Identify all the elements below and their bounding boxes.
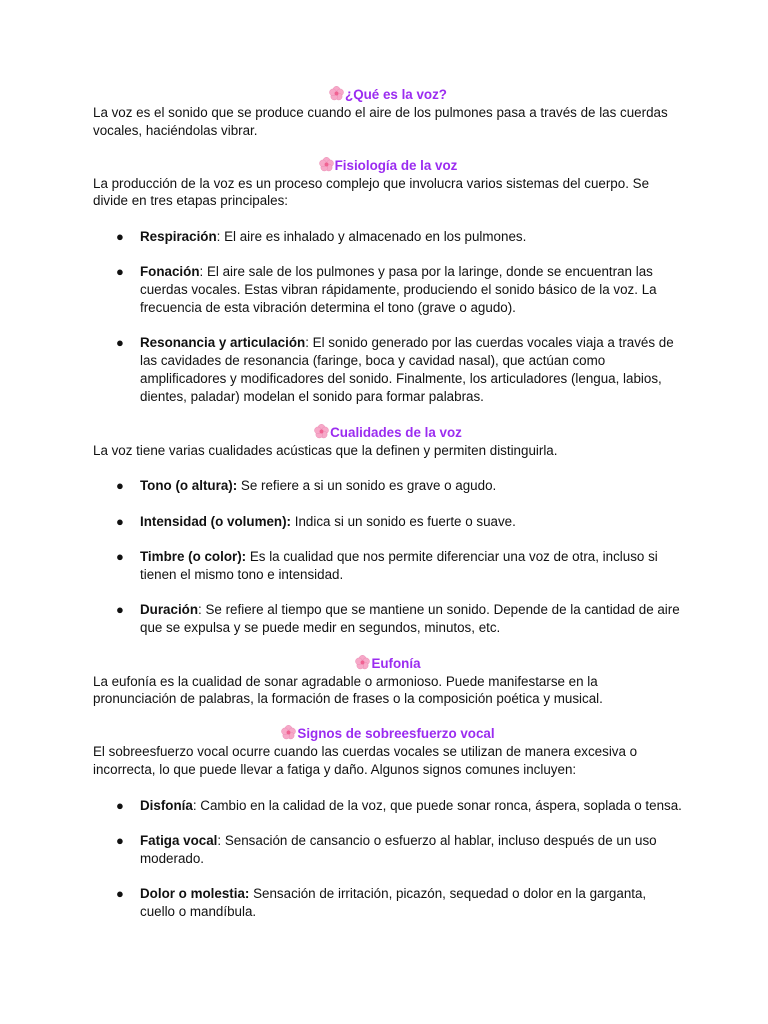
list-item-text: Se refiere a si un sonido es grave o agudo. <box>237 478 497 494</box>
list-item-text: Indica si un sonido es fuerte o suave. <box>291 513 516 529</box>
bullet-icon: ● <box>116 264 124 280</box>
section-heading <box>93 655 683 673</box>
list-item-term: Resonancia y articulación <box>140 335 306 351</box>
section-heading <box>93 86 683 104</box>
bullet-icon: ● <box>116 797 124 813</box>
list-item <box>93 601 683 637</box>
list-item-term: Respiración <box>140 229 217 245</box>
bullet-icon: ● <box>116 513 124 529</box>
section-heading-text: ¿Qué es la voz? <box>345 87 447 102</box>
section-intro: La producción de la voz es un proceso complejo que involucra varios sistemas del cuerpo. Se divide en tres etapas principales: <box>93 175 650 209</box>
section-heading-text: Cualidades de la voz <box>330 424 462 440</box>
section-intro: La eufonía es la cualidad de sonar agradable o armonioso. Puede manifestarse en la pronunciación de palabras, la formación de frases o la composición poética y musical. <box>93 673 603 707</box>
section-heading-text: Eufonía <box>371 655 421 671</box>
section-heading <box>93 725 683 743</box>
list-item-text: Sensación de irritación, picazón, sequedad o dolor en la garganta, cuello o mandíbula. <box>140 886 647 920</box>
cherry-blossom-icon <box>355 655 370 670</box>
list-item <box>93 477 683 495</box>
cherry-blossom-icon <box>314 424 329 439</box>
bullet-icon: ● <box>116 886 124 902</box>
bullet-icon: ● <box>116 335 124 351</box>
list-item <box>93 334 683 405</box>
list-item-text: : Cambio en la calidad de la voz, que puede sonar ronca, áspera, soplada o tensa. <box>192 797 682 813</box>
list-item <box>93 832 683 868</box>
section-heading-text: Signos de sobreesfuerzo vocal <box>297 726 495 742</box>
bullet-list <box>93 477 683 636</box>
list-item <box>93 548 683 584</box>
bullet-list <box>93 228 683 405</box>
section-intro: El sobreesfuerzo vocal ocurre cuando las cuerdas vocales se utilizan de manera excesiva o incorrecta, lo que puede llevar a fatiga y daño. Algunos signos comunes incluyen: <box>93 744 638 778</box>
list-item <box>93 228 683 246</box>
list-item-term: Intensidad (o volumen): <box>140 513 292 529</box>
list-item-text: : El sonido generado por las cuerdas vocales viaja a través de las cavidades de resonancia (faringe, boca y cavidad nasal), que actúan como amplificadores y modificadores del sonido. Finalmente, los articuladores (lengua, labios, dientes, paladar) modelan el sonido para formar palabras. <box>140 335 674 404</box>
bullet-icon: ● <box>116 478 124 494</box>
section-heading-text: Fisiología de la voz <box>334 157 458 173</box>
bullet-icon: ● <box>116 548 124 564</box>
cherry-blossom-icon <box>329 86 344 101</box>
bullet-list <box>93 797 683 921</box>
bullet-icon: ● <box>116 229 124 245</box>
section-intro: La voz es el sonido que se produce cuando el aire de los pulmones pasa a través de las cuerdas vocales, haciéndolas vibrar. <box>93 105 668 138</box>
document-page <box>93 86 683 922</box>
list-item <box>93 263 683 316</box>
section-heading <box>93 424 683 442</box>
cherry-blossom-icon <box>281 725 296 740</box>
list-item-term: Duración <box>140 602 199 618</box>
section-intro: La voz tiene varias cualidades acústicas que la definen y permiten distinguirla. <box>93 442 558 458</box>
list-item-term: Disfonía <box>140 797 193 813</box>
list-item-text: : El aire sale de los pulmones y pasa por la laringe, donde se encuentran las cuerdas vocales. Estas vibran rápidamente, produciendo el sonido básico de la voz. La frecuencia de esta vibración determina el tono (grave o agudo). <box>140 264 657 316</box>
list-item-term: Fatiga vocal <box>140 833 218 849</box>
list-item-term: Tono (o altura): <box>140 478 238 494</box>
bullet-icon: ● <box>116 602 124 618</box>
list-item <box>93 513 683 531</box>
list-item-term: Fonación <box>140 264 200 280</box>
bullet-icon: ● <box>116 833 124 849</box>
list-item-text: Es la cualidad que nos permite diferenciar una voz de otra, incluso si tienen el mismo tono e intensidad. <box>140 548 658 582</box>
list-item <box>93 797 683 815</box>
list-item <box>93 885 683 921</box>
list-item-term: Timbre (o color): <box>140 548 247 564</box>
list-item-text: : Se refiere al tiempo que se mantiene un sonido. Depende de la cantidad de aire que se expulsa y se puede medir en segundos, minutos, etc. <box>140 602 680 635</box>
cherry-blossom-icon <box>319 157 334 172</box>
section-heading <box>93 157 683 175</box>
list-item-text: : Sensación de cansancio o esfuerzo al hablar, incluso después de un uso moderado. <box>140 833 657 866</box>
list-item-text: : El aire es inhalado y almacenado en los pulmones. <box>216 229 527 245</box>
list-item-term: Dolor o molestia: <box>140 886 250 902</box>
